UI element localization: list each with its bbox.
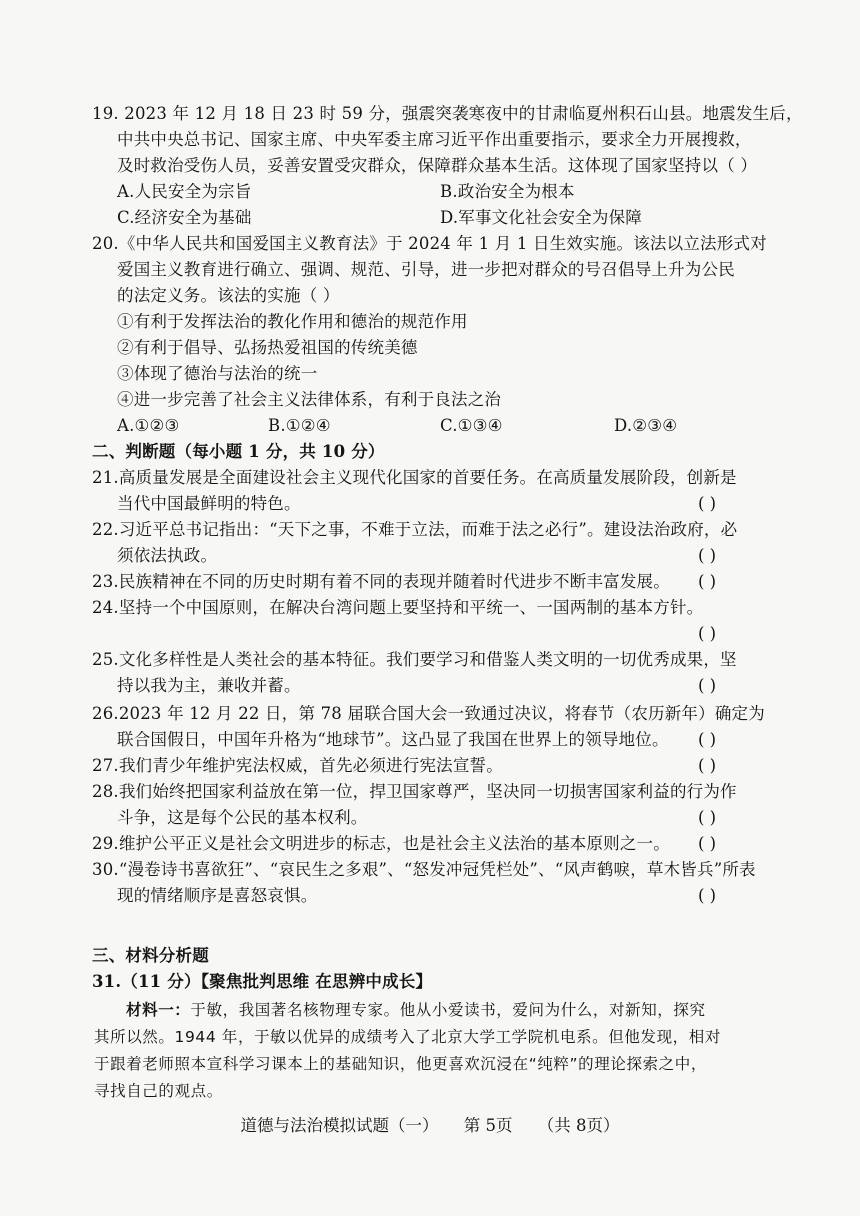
q19-line2: 中共中央总书记、国家主席、中央军委主席习近平作出重要指示，要求全力开展搜救， (117, 130, 752, 149)
q21-line1: 21.高质量发展是全面建设社会主义现代化国家的首要任务。在高质量发展阶段，创新是 (92, 468, 737, 487)
q22-line1: 22.习近平总书记指出：“天下之事，不难于立法，而难于法之必行”。建设法治政府，必 (92, 520, 738, 539)
q27-answer-paren: ( ) (698, 756, 717, 775)
q29-answer-paren: ( ) (698, 834, 717, 853)
q22-answer-paren: ( ) (698, 546, 717, 565)
q19-line3: 及时救治受伤人员，妥善安置受灾群众，保障群众基本生活。这体现了国家坚持以（ ） (117, 156, 758, 175)
q25-line2: 持以我为主，兼收并蓄。 (117, 676, 301, 695)
q20-line3: 的法定义务。该法的实施（ ） (117, 286, 340, 305)
q20-line1: 20.《中华人民共和国爱国主义教育法》于 2024 年 1 月 1 日生效实施。该法以立法形式对 (92, 234, 767, 253)
q19-option-a: A.人民安全为宗旨 (117, 182, 252, 201)
q28-line1: 28.我们始终把国家利益放在第一位，捍卫国家尊严，坚决同一切损害国家利益的行为作 (92, 782, 737, 801)
q24-answer-paren: ( ) (698, 624, 717, 643)
footer-title: 道德与法治模拟试题（一） (240, 1116, 439, 1135)
q21-line2: 当代中国最鲜明的特色。 (117, 494, 301, 513)
q19-option-d: D.军事文化社会安全为保障 (440, 208, 642, 227)
q31-material-1-line2: 其所以然。1944 年，于敏以优异的成绩考入了北京大学工学院机电系。但他发现，相对 (94, 1028, 721, 1046)
q20-item-1: ①有利于发挥法治的教化作用和德治的规范作用 (117, 312, 468, 331)
q29-line1: 29.维护公平正义是社会文明进步的标志，也是社会主义法治的基本原则之一。 (92, 834, 670, 853)
q25-line1: 25.文化多样性是人类社会的基本特征。我们要学习和借鉴人类文明的一切优秀成果，坚 (92, 650, 737, 669)
footer-page-number: 第 5页 (463, 1116, 513, 1135)
q31-material-1-line4: 寻找自己的观点。 (94, 1082, 223, 1100)
q19-option-c: C.经济安全为基础 (117, 208, 252, 227)
q25-answer-paren: ( ) (698, 676, 717, 695)
q20-item-3: ③体现了德治与法治的统一 (117, 364, 318, 383)
q23-line1: 23.民族精神在不同的历史时期有着不同的表现并随着时代进步不断丰富发展。 (92, 572, 670, 591)
section-2-title: 二、判断题（每小题 1 分，共 10 分） (92, 442, 385, 461)
q19-line1: 19. 2023 年 12 月 18 日 23 时 59 分，强震突袭寒夜中的甘肃临夏州积石山县。地震发生后， (92, 104, 803, 123)
section-3-title: 三、材料分析题 (92, 946, 209, 965)
q31-material-1-line3: 于跟着老师照本宣科学习课本上的基础知识，他更喜欢沉浸在“纯粹”的理论探索之中， (94, 1055, 707, 1073)
q22-line2: 须依法执政。 (117, 546, 218, 565)
footer-total-pages: （共 8页） (537, 1116, 620, 1135)
q20-option-a: A.①②③ (117, 416, 180, 435)
q28-line2: 斗争，这是每个公民的基本权利。 (117, 808, 368, 827)
q27-line1: 27.我们青少年维护宪法权威，首先必须进行宪法宣誓。 (92, 756, 503, 775)
material-text: 于敏，我国著名核物理专家。他从小爱读书，爱问为什么，对新知，探究 (190, 1001, 706, 1019)
q19-option-b: B.政治安全为根本 (440, 182, 575, 201)
q26-line1: 26.2023 年 12 月 22 日，第 78 届联合国大会一致通过决议，将春节（农历新年）确定为 (92, 704, 765, 723)
material-label: 材料一： (126, 1001, 191, 1019)
q31-heading: 31.（11 分）【聚焦批判思维 在思辨中成长】 (92, 972, 433, 991)
q30-line2: 现的情绪顺序是喜怒哀惧。 (117, 886, 318, 905)
q23-answer-paren: ( ) (698, 572, 717, 591)
q20-option-d: D.②③④ (614, 416, 678, 435)
q20-option-b: B.①②④ (268, 416, 331, 435)
q26-line2: 联合国假日，中国年升格为“地球节”。这凸显了我国在世界上的领导地位。 (117, 730, 669, 749)
q20-option-c: C.①③④ (440, 416, 503, 435)
q20-item-2: ②有利于倡导、弘扬热爱祖国的传统美德 (117, 338, 418, 357)
q31-material-1-line1 (126, 998, 706, 1022)
q20-item-4: ④进一步完善了社会主义法律体系，有利于良法之治 (117, 390, 502, 409)
q30-line1: 30.“漫卷诗书喜欲狂”、“哀民生之多艰”、“怒发冲冠凭栏处”、“风声鹤唳，草木皆兵”所表 (92, 860, 756, 879)
q21-answer-paren: ( ) (698, 494, 717, 513)
q28-answer-paren: ( ) (698, 808, 717, 827)
q20-line2: 爱国主义教育进行确立、强调、规范、引导，进一步把对群众的号召倡导上升为公民 (117, 260, 735, 279)
q26-answer-paren: ( ) (698, 730, 717, 749)
q24-line1: 24.坚持一个中国原则，在解决台湾问题上要坚持和平统一、一国两制的基本方针。 (92, 598, 704, 617)
page-footer (0, 1114, 860, 1138)
q30-answer-paren: ( ) (698, 886, 717, 905)
